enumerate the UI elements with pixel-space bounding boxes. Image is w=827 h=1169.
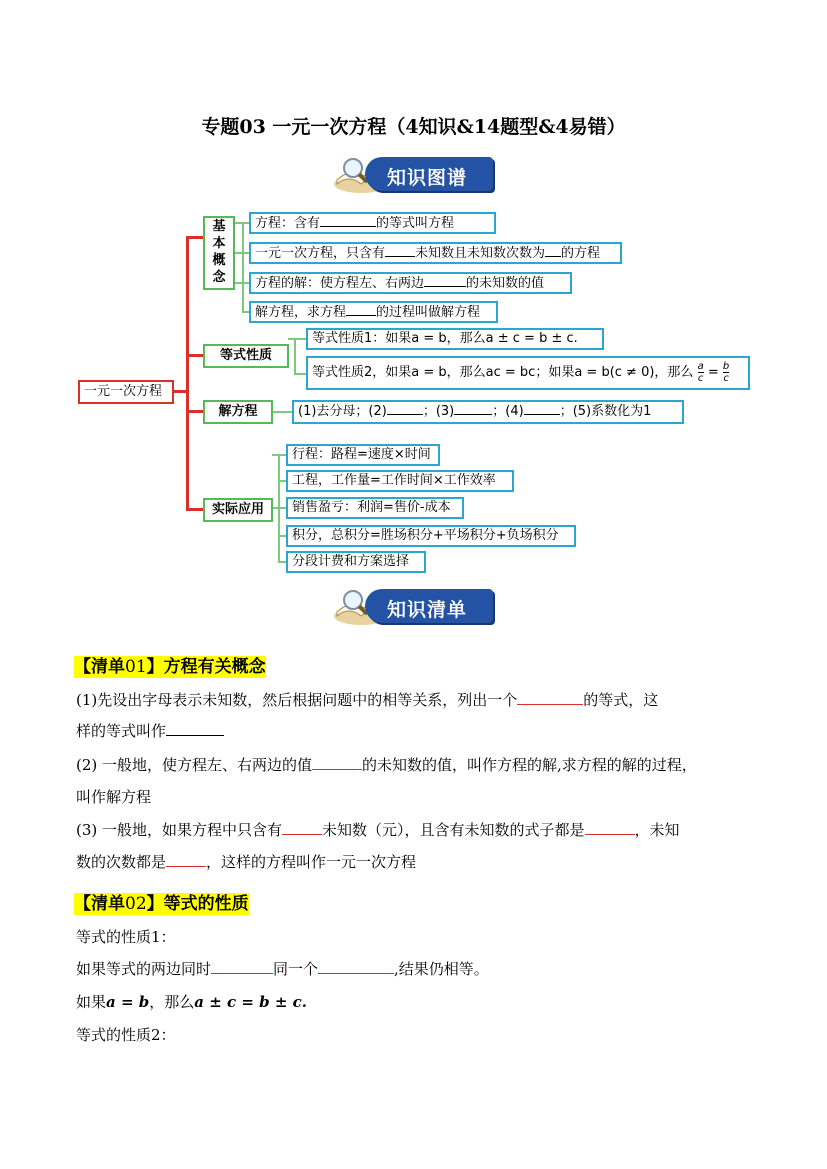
mindmap-root: 一元一次方程	[78, 380, 174, 404]
apply-item-3: 销售盈亏：利润=售价-成本	[286, 497, 464, 519]
section-heading-2: 【清单02】等式的性质	[74, 894, 249, 914]
section2-line-1: 等式的性质1：	[76, 928, 176, 946]
property-2: 等式性质2，如果a = b，那么ac = bc；如果a = b(c ≠ 0)，那么 $\frac{a}{c}$ = $\frac{b}{c}$	[306, 356, 750, 390]
branch-equation-properties: 等式性质	[203, 344, 289, 368]
basic-item-3: 方程的解：使方程左、右两边 的未知数的值	[249, 272, 572, 294]
basic-item-4: 解方程，求方程 的过程叫做解方程	[249, 301, 498, 323]
section2-line-3: 如果a = b，那么a ± c = b ± c.	[76, 993, 307, 1011]
branch-applications: 实际应用	[203, 498, 273, 522]
knowledge-list-banner: 知识清单	[333, 584, 493, 628]
section2-line-2: 如果等式的两边同时 同一个 ,结果仍相等。	[76, 960, 489, 978]
section1-paragraph-2: (2) 一般地，使方程左、右两边的值 的未知数的值，叫作方程的解,求方程的解的过程，	[76, 756, 697, 774]
section1-paragraph-1: (1)先设出字母表示未知数，然后根据问题中的相等关系，列出一个 的等式，这	[76, 691, 659, 709]
apply-item-2: 工程，工作量=工作时间×工作效率	[286, 470, 514, 492]
section1-paragraph-3-cont: 数的次数都是 ，这样的方程叫作一元一次方程	[76, 853, 417, 871]
page-title: 专题03 一元一次方程（4知识&14题型&4易错）	[201, 116, 626, 138]
section2-line-4: 等式的性质2：	[76, 1026, 176, 1044]
apply-item-5: 分段计费和方案选择	[286, 551, 426, 573]
apply-item-1: 行程：路程=速度×时间	[286, 444, 440, 466]
section1-paragraph-3: (3) 一般地，如果方程中只含有 未知数（元），且含有未知数的式子都是 ，未知	[76, 821, 680, 839]
branch-solving-equations: 解方程	[203, 400, 273, 424]
branch-basic-concepts: 基 本 概 念	[203, 216, 235, 290]
section1-paragraph-2-cont: 叫作解方程	[76, 788, 152, 806]
section1-paragraph-1-cont: 样的等式叫作	[76, 720, 224, 742]
knowledge-map-banner: 知识图谱	[333, 152, 493, 196]
basic-item-1: 方程：含有 的等式叫方程	[249, 212, 496, 234]
apply-item-4: 积分，总积分=胜场积分+平场积分+负场积分	[286, 525, 576, 547]
property-1: 等式性质1：如果a = b，那么a ± c = b ± c.	[306, 328, 604, 350]
section-heading-1: 【清单01】方程有关概念	[74, 657, 266, 677]
basic-item-2: 一元一次方程，只含有 未知数且未知数次数为 的方程	[249, 242, 622, 264]
solving-steps: (1)去分母；(2) ；(3) ；(4) ；(5)系数化为1	[292, 400, 684, 424]
